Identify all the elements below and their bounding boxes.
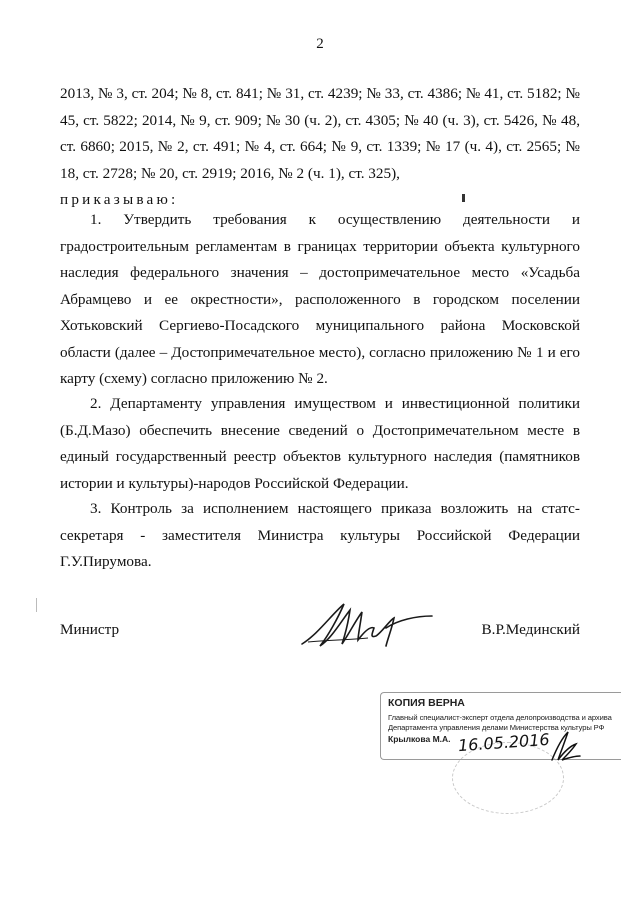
intro-text: 2013, № 3, ст. 204; № 8, ст. 841; № 31, ст. 4239; № 33, ст. 4386; № 41, ст. 5182; № 45, ст. 5822; 2014, № 9, ст. 909; № 30 (ч. 2), ст. 4305; № 40 (ч. 3), ст. 5426, № 48, ст. 6860; 2015, № 2, ст. 491; № 4, ст. 664; № 9, ст. 1339; № 17 (ч. 4), ст. 2565; № 18, ст. 2728; № 20, ст. 2919; 2016, № 2 (ч. 1), ст. 325),: [60, 85, 580, 182]
order-word: приказываю:: [60, 191, 179, 208]
stamp-position-line: Главный специалист-эксперт отдела делопроизводства и архива: [388, 713, 612, 722]
signer-title: Министр: [60, 621, 120, 638]
stamp-initials-signature: [548, 730, 584, 764]
order-item-2: [60, 391, 580, 497]
stamp-date: 16.05.2016: [457, 729, 551, 756]
stamp-officer-name: Крылкова М.А.: [388, 734, 451, 744]
scan-speck: [462, 194, 465, 202]
signer-name: В.Р.Мединский: [481, 621, 580, 638]
handwritten-signature: [298, 598, 438, 654]
intro-paragraph: [60, 81, 580, 214]
order-item-text: 3. Контроль за исполнением настоящего приказа возложить на статс-секретаря - заместителя Министра культуры Российской Федерации Г.У.Пирумова.: [60, 500, 580, 570]
order-item-1: [60, 207, 580, 393]
scan-speck: [36, 598, 37, 612]
order-item-text: 2. Департаменту управления имуществом и инвестиционной политики (Б.Д.Мазо) обеспечить внесение сведений о Достопримечательном месте в единый государственный реестр объектов культурного наследия (памятников истории и культуры)-народов Российской Федерации.: [60, 395, 580, 492]
order-item-3: [60, 496, 580, 576]
page-number: 2: [316, 36, 324, 52]
stamp-title: КОПИЯ ВЕРНА: [388, 697, 465, 709]
order-item-text: 1. Утвердить требования к осуществлению деятельности и градостроительным регламентам в границах территории объекта культурного наследия федерального значения – достопримечательное место «Усадьба Абрамцево и ее окрестности», расположенного в городском поселении Хотьковский Сергиево-Посадского муниципального района Московской области (далее – Достопримечательное место), согласно приложению № 1 и его карту (схему) согласно приложению № 2.: [60, 211, 580, 387]
stamp-department-line: Департамента управления делами Министерства культуры РФ: [388, 723, 605, 732]
